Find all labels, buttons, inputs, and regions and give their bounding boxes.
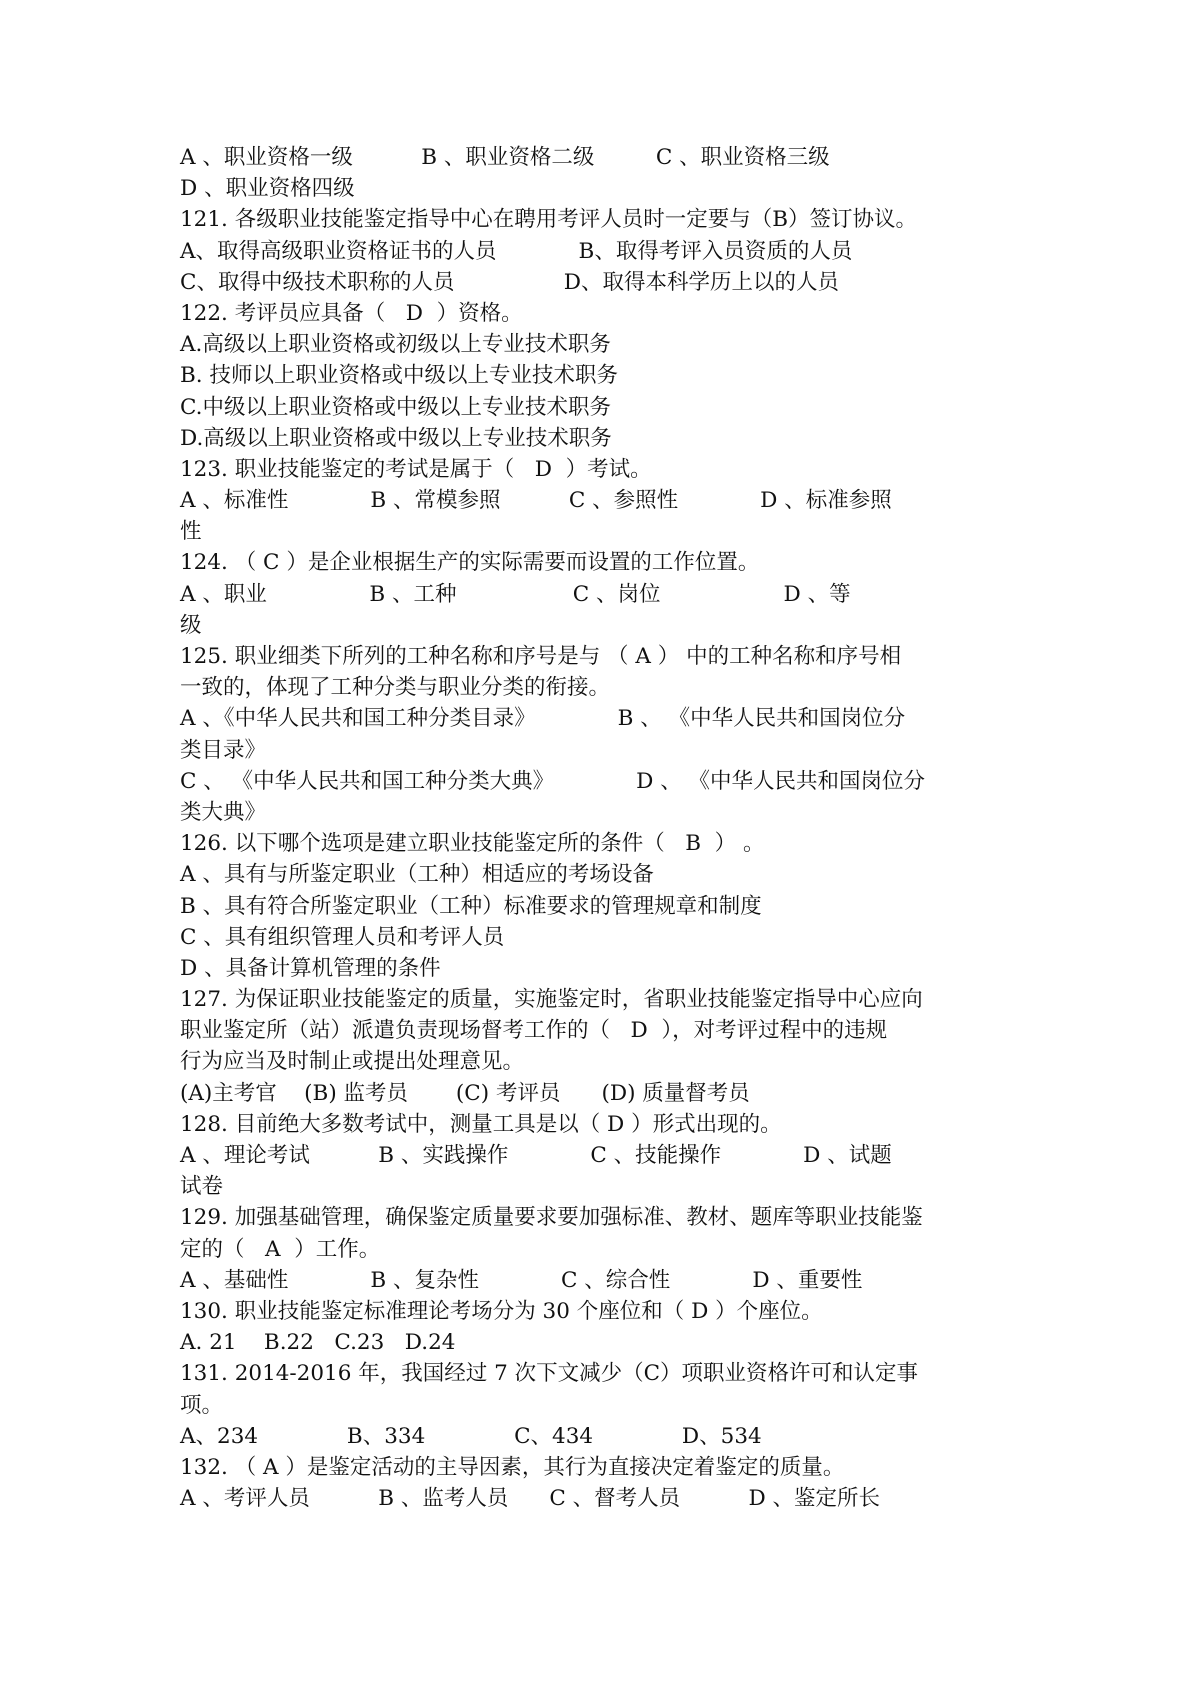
option-line: C.中级以上职业资格或中级以上专业技术职务 xyxy=(180,394,612,420)
option-line: A 、标准性 B 、常模参照 C 、参照性 D 、标准参照 xyxy=(180,488,892,514)
option-line: 试卷 xyxy=(180,1174,224,1200)
option-line: 类目录》 xyxy=(180,737,267,763)
option-line: A 、考评人员 B 、监考人员 C 、督考人员 D 、鉴定所长 xyxy=(180,1486,881,1512)
question-line: 125. 职业细类下所列的工种名称和序号是与 （ A ） 中的工种名称和序号相 xyxy=(180,644,902,669)
question-line: 一致的，体现了工种分类与职业分类的衔接。 xyxy=(180,675,611,701)
option-line: A 、职业资格一级 B 、职业资格二级 C 、职业资格三级 xyxy=(180,145,830,170)
question-line: 项。 xyxy=(180,1392,224,1418)
question-line: 124. （ C ）是企业根据生产的实际需要而设置的工作位置。 xyxy=(180,550,760,576)
question-line: 126. 以下哪个选项是建立职业技能鉴定所的条件（ B ） 。 xyxy=(180,831,765,857)
option-line: A 、职业 B 、工种 C 、岗位 D 、等 xyxy=(180,581,851,607)
question-line: 128. 目前绝大多数考试中，测量工具是以（ D ）形式出现的。 xyxy=(180,1111,782,1137)
option-line: A、234 B、334 C、434 D、534 xyxy=(180,1423,762,1449)
option-line: A 、具有与所鉴定职业（工种）相适应的考场设备 xyxy=(180,862,654,888)
option-line: A 、理论考试 B 、实践操作 C 、技能操作 D 、试题 xyxy=(180,1143,892,1168)
question-line: 130. 职业技能鉴定标准理论考场分为 30 个座位和（ D ）个座位。 xyxy=(180,1298,823,1324)
question-line: 129. 加强基础管理，确保鉴定质量要求要加强标准、教材、题库等职业技能鉴 xyxy=(180,1205,923,1231)
option-line: D.高级以上职业资格或中级以上专业技术职务 xyxy=(180,425,612,451)
option-line: B 、具有符合所鉴定职业（工种）标准要求的管理规章和制度 xyxy=(180,893,762,919)
option-line: A、取得高级职业资格证书的人员 B、取得考评入员资质的人员 xyxy=(180,238,853,264)
option-line: B. 技师以上职业资格或中级以上专业技术职务 xyxy=(180,363,618,389)
option-line: D 、具备计算机管理的条件 xyxy=(180,955,441,981)
option-line: A. 21 B.22 C.23 D.24 xyxy=(180,1330,456,1356)
question-line: 定的（ A ）工作。 xyxy=(180,1236,381,1262)
question-line: 行为应当及时制止或提出处理意见。 xyxy=(180,1049,525,1075)
option-line: C、取得中级技术职称的人员 D、取得本科学历上以的人员 xyxy=(180,269,840,295)
question-line: 121. 各级职业技能鉴定指导中心在聘用考评人员时一定要与（B）签订协议。 xyxy=(180,207,918,233)
option-line: 性 xyxy=(180,519,202,545)
option-line: D 、职业资格四级 xyxy=(180,176,355,202)
option-line: A 、基础性 B 、复杂性 C 、综合性 D 、重要性 xyxy=(180,1267,863,1293)
option-line: A.高级以上职业资格或初级以上专业技术职务 xyxy=(180,332,611,358)
option-line: (A)主考官 (B) 监考员 (C) 考评员 (D) 质量督考员 xyxy=(180,1080,750,1106)
option-line: 类大典》 xyxy=(180,799,267,825)
question-line: 职业鉴定所（站）派遣负责现场督考工作的（ D ），对考评过程中的违规 xyxy=(180,1018,888,1044)
question-line: 127. 为保证职业技能鉴定的质量，实施鉴定时，省职业技能鉴定指导中心应向 xyxy=(180,987,923,1013)
option-line: 级 xyxy=(180,612,202,638)
option-line: C 、 《中华人民共和国工种分类大典》 D 、 《中华人民共和国岗位分 xyxy=(180,768,926,794)
option-line: C 、具有组织管理人员和考评人员 xyxy=(180,924,505,950)
option-line: A 、《中华人民共和国工种分类目录》 B 、 《中华人民共和国岗位分 xyxy=(180,706,906,732)
question-line: 122. 考评员应具备（ D ）资格。 xyxy=(180,300,523,326)
question-line: 131. 2014-2016 年，我国经过 7 次下文减少（C）项职业资格许可和认定事 xyxy=(180,1361,919,1387)
question-line: 132. （ A ）是鉴定活动的主导因素，其行为直接决定着鉴定的质量。 xyxy=(180,1454,845,1480)
question-line: 123. 职业技能鉴定的考试是属于（ D ）考试。 xyxy=(180,456,652,482)
question-list xyxy=(180,142,1020,1514)
